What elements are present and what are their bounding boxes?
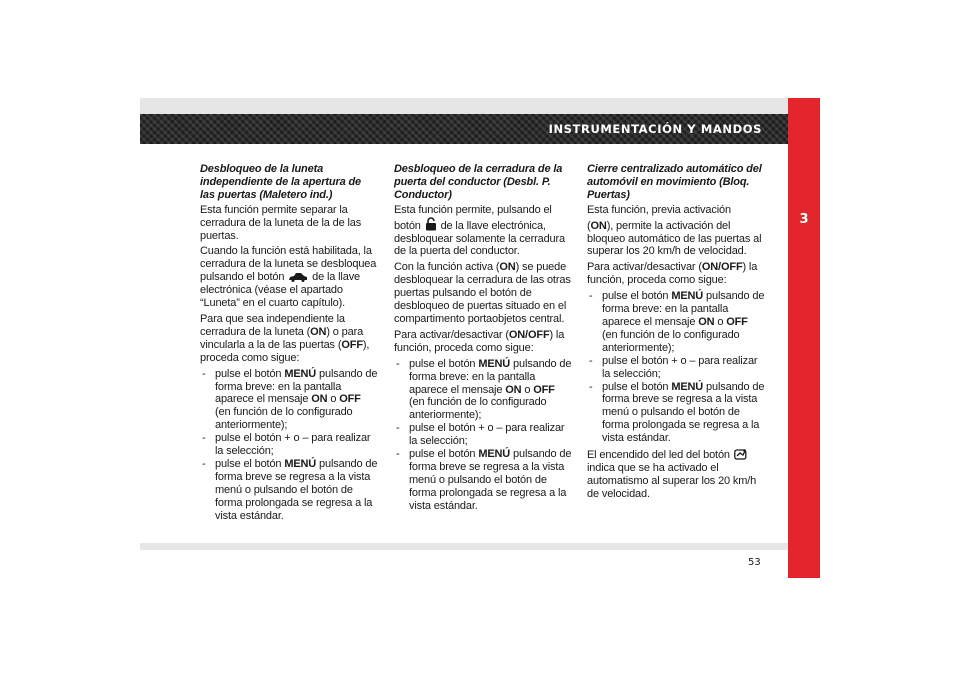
chapter-tab xyxy=(788,98,820,578)
paragraph: Esta función, previa activación xyxy=(587,203,731,216)
list-item: - pulse el botón + o – para realizar la selección; xyxy=(587,355,765,381)
heading-conductor: Desbloqueo de la cerradura de la puerta del conductor (Desbl. P. Conductor) xyxy=(394,163,563,201)
list-item: - pulse el botón MENÚ pulsando de forma breve: en la pantalla aparece el mensaje ON o OFF (en función de lo configurado anteriormente); xyxy=(394,358,572,423)
steps-list xyxy=(394,358,572,513)
paragraph: (ON), permite la activación del bloqueo automático de las puertas al superar los 20 km/h de velocidad. xyxy=(587,219,762,258)
paragraph: Para activar/desactivar (ON/OFF) la función, proceda como sigue: xyxy=(394,328,565,354)
column-bloqueo xyxy=(587,163,765,504)
paragraph: El encendido del led del botón indica que se ha activado el automatismo al superar los 20 km/h de velocidad. xyxy=(587,449,757,500)
unlock-icon xyxy=(425,217,437,231)
list-item: - pulse el botón MENÚ pulsando de forma breve se regresa a la vista menú o pulsando el botón de forma prolongada se regresa a la vista estándar. xyxy=(394,448,572,513)
chapter-number: 3 xyxy=(799,212,809,227)
page-number: 53 xyxy=(748,557,761,568)
list-item: - pulse el botón MENÚ pulsando de forma breve: en la pantalla aparece el mensaje ON o OFF (en función de lo configurado anteriormente); xyxy=(587,290,765,355)
paragraph: Para activar/desactivar (ON/OFF) la función, proceda como sigue: xyxy=(587,261,758,287)
lock-button-icon xyxy=(734,448,747,460)
list-item: - pulse el botón MENÚ pulsando de forma breve: en la pantalla aparece el mensaje ON o OFF (en función de lo configurado anteriormente); xyxy=(200,368,378,433)
paragraph: Esta función permite separar la cerradura de la luneta de la de las puertas. xyxy=(200,203,362,242)
list-item: - pulse el botón + o – para realizar la selección; xyxy=(394,422,572,448)
section-title: INSTRUMENTACIÓN Y MANDOS xyxy=(548,122,762,136)
list-item: - pulse el botón MENÚ pulsando de forma breve se regresa a la vista menú o pulsando el botón de forma prolongada se regresa a la vista estándar. xyxy=(200,458,378,523)
steps-list xyxy=(200,368,378,523)
steps-list xyxy=(587,290,765,445)
heading-bloqueo: Cierre centralizado automático del automóvil en movimiento (Bloq. Puertas) xyxy=(587,163,762,201)
column-luneta xyxy=(200,163,378,525)
car-icon xyxy=(288,272,308,282)
paragraph: Cuando la función está habilitada, la cerradura de la luneta se desbloquea pulsando el botón de la llave electrónica (véase el apartado “Luneta” en el cuarto capítulo). xyxy=(200,245,377,310)
header-top-band xyxy=(140,98,788,114)
header-bar xyxy=(140,114,788,144)
list-item: - pulse el botón + o – para realizar la selección; xyxy=(200,432,378,458)
column-conductor xyxy=(394,163,572,516)
bottom-rule xyxy=(140,543,788,550)
paragraph: Esta función permite, pulsando el botón de la llave electrónica, desbloquear solamente la cerradura de la puerta del conductor. xyxy=(394,203,566,258)
paragraph: Con la función activa (ON) se puede desbloquear la cerradura de las otras puertas pulsando el botón de desbloqueo de puertas situado en el compartimento portaobjetos central. xyxy=(394,261,571,325)
list-item: - pulse el botón MENÚ pulsando de forma breve se regresa a la vista menú o pulsando el botón de forma prolongada se regresa a la vista estándar. xyxy=(587,381,765,446)
heading-luneta: Desbloqueo de la luneta independiente de la apertura de las puertas (Maletero ind.) xyxy=(200,163,362,201)
paragraph: Para que sea independiente la cerradura de la luneta (ON) o para vincularla a la de las puertas (OFF), proceda como sigue: xyxy=(200,312,370,364)
